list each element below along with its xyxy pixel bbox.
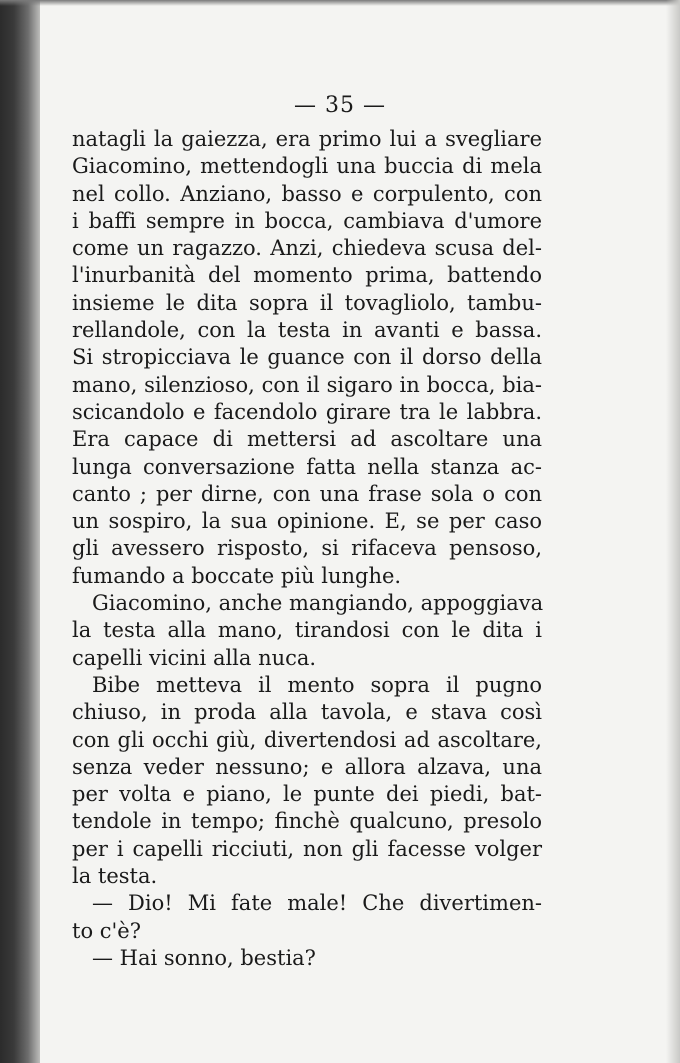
text-line: capelli vicini alla nuca. — [72, 645, 317, 670]
text-line: per i capelli ricciuti, non gli facesse volger — [72, 836, 542, 861]
text-line: tendole in tempo; finchè qualcuno, presolo — [72, 809, 542, 834]
text-line: Giacomino, anche mangiando, appoggiava — [92, 591, 544, 616]
page-top-shadow — [0, 0, 680, 6]
text-line: i baffi sempre in bocca, cambiava d'umore — [72, 208, 542, 233]
text-line: — Hai sonno, bestia? — [92, 945, 316, 970]
text-line: to c'è? — [72, 918, 141, 943]
text-line: Bibe metteva il mento sopra il pugno — [92, 672, 542, 697]
text-line: senza veder nessuno; e allora alzava, una — [72, 754, 542, 779]
text-line: fumando a boccate più lunghe. — [72, 563, 402, 588]
text-line: per volta e piano, le punte dei piedi, bat- — [72, 782, 542, 807]
body-text — [72, 126, 542, 972]
text-line: gli avessero risposto, si rifaceva pensoso, — [72, 536, 542, 561]
text-line: rellandole, con la testa in avanti e bassa. — [72, 318, 542, 343]
text-line: — Dio! Mi fate male! Che divertimen- — [92, 891, 542, 916]
text-line: nel collo. Anziano, basso e corpulento, con — [72, 181, 542, 206]
text-line: con gli occhi giù, divertendosi ad ascoltare, — [72, 727, 542, 752]
page-right-shadow — [666, 0, 680, 1063]
text-line: natagli la gaiezza, era primo lui a svegliare — [72, 127, 542, 151]
text-line: Si stropicciava le guance con il dorso della — [72, 345, 542, 370]
text-line: insieme le dita sopra il tovagliolo, tambu- — [72, 290, 542, 315]
text-line: un sospiro, la sua opinione. E, se per caso — [72, 509, 542, 534]
text-line: Giacomino, mettendogli una buccia di mela — [72, 154, 542, 179]
text-line: scicandolo e facendolo girare tra le labbra. — [72, 399, 542, 424]
text-line: canto ; per dirne, con una frase sola o con — [72, 481, 542, 506]
text-line: l'inurbanità del momento prima, battendo — [72, 263, 542, 288]
text-line: mano, silenzioso, con il sigaro in bocca, bia- — [72, 372, 542, 397]
text-line: come un ragazzo. Anzi, chiedeva scusa del- — [72, 236, 542, 261]
text-line: la testa alla mano, tirandosi con le dita i — [72, 618, 542, 643]
text-line: Era capace di mettersi ad ascoltare una — [72, 427, 542, 452]
text-line: la testa. — [72, 864, 158, 889]
text-line: chiuso, in proda alla tavola, e stava così — [72, 700, 542, 725]
text-line: lunga conversazione fatta nella stanza ac- — [72, 454, 542, 479]
page-number: — 35 — — [294, 93, 386, 118]
book-binding-edge — [0, 0, 40, 1063]
